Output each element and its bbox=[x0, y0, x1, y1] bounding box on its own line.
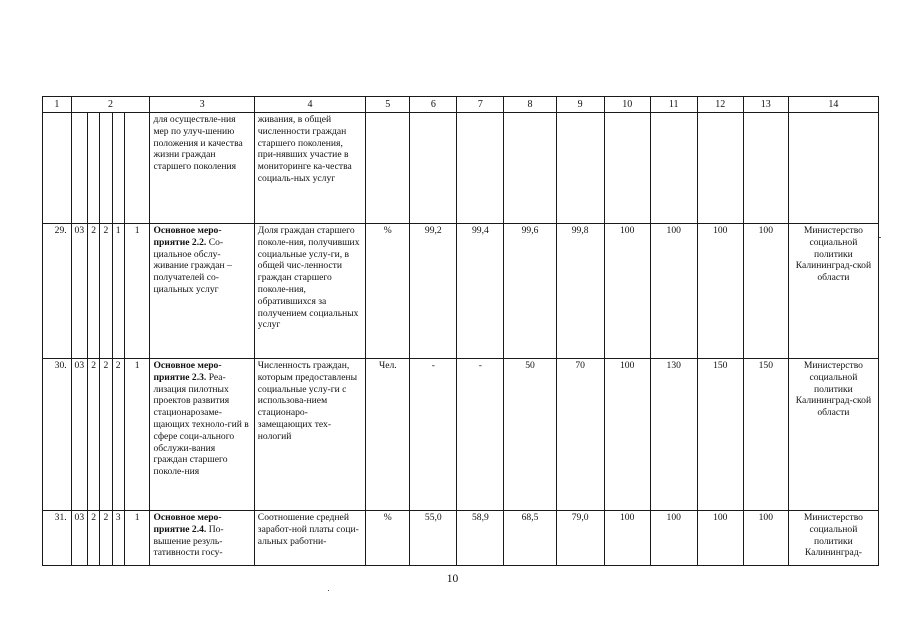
event-text bbox=[150, 511, 254, 566]
header-cell: 2 bbox=[71, 97, 150, 113]
indicator-text: Доля граждан старшего поколе-ния, получивших социальные услу-ги, в общей чис-ленности граждан старшего поколе-ния, обратившихся за получением социальных услуг bbox=[254, 224, 366, 359]
unit-cell: % bbox=[366, 224, 410, 359]
header-cell: 7 bbox=[457, 97, 504, 113]
empty-cell bbox=[650, 113, 697, 224]
table-row bbox=[43, 511, 879, 566]
empty-cell bbox=[743, 113, 788, 224]
value-cell: 100 bbox=[743, 224, 788, 359]
value-cell: 99,2 bbox=[410, 224, 457, 359]
value-cell: 58,9 bbox=[457, 511, 504, 566]
value-cell: 100 bbox=[604, 224, 650, 359]
code-cell: 2 bbox=[88, 224, 100, 359]
empty-cell bbox=[71, 113, 87, 224]
code-cell: 2 bbox=[88, 511, 100, 566]
value-cell: 99,6 bbox=[504, 224, 556, 359]
empty-cell bbox=[556, 113, 604, 224]
code-cell: 2 bbox=[100, 359, 112, 511]
header-cell: 11 bbox=[650, 97, 697, 113]
code-cell: 2 bbox=[88, 359, 100, 511]
event-text: для осуществле-ния мер по улуч-шению положения и качества жизни граждан старшего поколения bbox=[150, 113, 254, 224]
empty-cell bbox=[100, 113, 112, 224]
value-cell: 70 bbox=[556, 359, 604, 511]
responsible-cell: Министерство социальной политики Калининград-ской области bbox=[788, 224, 878, 359]
value-cell: 99,4 bbox=[457, 224, 504, 359]
code-cell: 1 bbox=[124, 224, 150, 359]
event-title: Основное меро-приятие 2.3. bbox=[153, 360, 222, 383]
header-cell: 8 bbox=[504, 97, 556, 113]
code-cell: 3 bbox=[112, 511, 124, 566]
header-cell: 5 bbox=[366, 97, 410, 113]
row-number: 31. bbox=[43, 511, 72, 566]
unit-cell: % bbox=[366, 511, 410, 566]
value-cell: 55,0 bbox=[410, 511, 457, 566]
indicators-table bbox=[42, 96, 879, 566]
code-cell: 2 bbox=[100, 511, 112, 566]
event-description: Реа-лизация пилотных проектов развития стационарозаме-щающих техноло-гий в сфере соци-ального обслужи-вания граждан старшего поколе-ния bbox=[153, 371, 249, 478]
empty-cell bbox=[604, 113, 650, 224]
unit-cell: Чел. bbox=[366, 359, 410, 511]
header-cell: 9 bbox=[556, 97, 604, 113]
row-number: 29. bbox=[43, 224, 72, 359]
value-cell: - bbox=[457, 359, 504, 511]
scan-speck bbox=[328, 590, 329, 591]
empty-cell bbox=[112, 113, 124, 224]
code-cell: 2 bbox=[100, 224, 112, 359]
header-cell: 10 bbox=[604, 97, 650, 113]
responsible-cell: Министерство социальной политики Калининград-ской области bbox=[788, 359, 878, 511]
value-cell: 100 bbox=[650, 511, 697, 566]
indicator-text: Соотношение средней заработ-ной платы соци-альных работни- bbox=[254, 511, 366, 566]
code-cell: 03 bbox=[71, 359, 87, 511]
table-row bbox=[43, 359, 879, 511]
header-cell: 4 bbox=[254, 97, 366, 113]
empty-cell bbox=[697, 113, 743, 224]
value-cell: 100 bbox=[697, 511, 743, 566]
header-row bbox=[43, 97, 879, 113]
empty-cell bbox=[88, 113, 100, 224]
continuation-row bbox=[43, 113, 879, 224]
empty-cell bbox=[410, 113, 457, 224]
table-row bbox=[43, 224, 879, 359]
event-description: По-вышение резуль-тативности госу- bbox=[153, 523, 224, 559]
code-cell: 1 bbox=[124, 359, 150, 511]
indicator-text: живания, в общей численности граждан старшего поколения, при-нявших участие в мониторинге ка-чества социаль-ных услуг bbox=[254, 113, 366, 224]
value-cell: 150 bbox=[697, 359, 743, 511]
value-cell: 100 bbox=[604, 359, 650, 511]
event-title: Основное меро-приятие 2.2. bbox=[153, 225, 222, 248]
empty-cell bbox=[43, 113, 72, 224]
value-cell: 79,0 bbox=[556, 511, 604, 566]
responsible-cell: Министерство социальной политики Калининград- bbox=[788, 511, 878, 566]
value-cell: 100 bbox=[650, 224, 697, 359]
indicator-text: Численность граждан, которым предоставлены социальные услу-ги с использова-нием стационаро-замещающих тех-нологий bbox=[254, 359, 366, 511]
code-cell: 1 bbox=[112, 224, 124, 359]
header-cell: 14 bbox=[788, 97, 878, 113]
empty-cell bbox=[457, 113, 504, 224]
value-cell: 100 bbox=[743, 511, 788, 566]
row-number: 30. bbox=[43, 359, 72, 511]
value-cell: 50 bbox=[504, 359, 556, 511]
event-title: Основное меро-приятие 2.4. bbox=[153, 512, 222, 535]
page-number: 10 bbox=[446, 573, 459, 585]
scan-speck bbox=[879, 237, 881, 238]
value-cell: 100 bbox=[697, 224, 743, 359]
value-cell: 130 bbox=[650, 359, 697, 511]
value-cell: 100 bbox=[604, 511, 650, 566]
header-cell: 1 bbox=[43, 97, 72, 113]
event-text bbox=[150, 224, 254, 359]
value-cell: 68,5 bbox=[504, 511, 556, 566]
empty-cell bbox=[788, 113, 878, 224]
empty-cell bbox=[504, 113, 556, 224]
header-cell: 6 bbox=[410, 97, 457, 113]
value-cell: 150 bbox=[743, 359, 788, 511]
header-cell: 12 bbox=[697, 97, 743, 113]
code-cell: 1 bbox=[124, 511, 150, 566]
value-cell: 99,8 bbox=[556, 224, 604, 359]
empty-cell bbox=[366, 113, 410, 224]
code-cell: 03 bbox=[71, 511, 87, 566]
event-description: Со-циальное обслу-живание граждан – получателей со-циальных услуг bbox=[153, 236, 232, 295]
event-text bbox=[150, 359, 254, 511]
code-cell: 03 bbox=[71, 224, 87, 359]
header-cell: 3 bbox=[150, 97, 254, 113]
code-cell: 2 bbox=[112, 359, 124, 511]
header-cell: 13 bbox=[743, 97, 788, 113]
empty-cell bbox=[124, 113, 150, 224]
value-cell: - bbox=[410, 359, 457, 511]
